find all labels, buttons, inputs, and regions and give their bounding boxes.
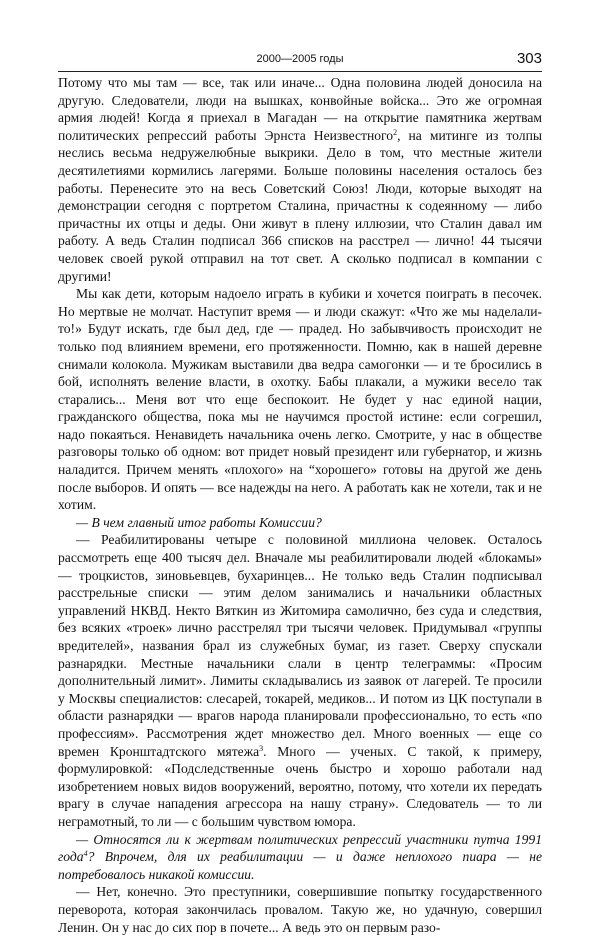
question-text-cont: ? Впрочем, для их реабилитации — и даже неплохого пиара — не потребовалось никакой комиссии. <box>58 849 542 882</box>
paragraph-text: — Нет, конечно. Это преступники, совершившие попытку государственного переворота, которая закончилась провалом. Такую же, но удачную, совершил Ленин. Он у нас до сих пор в почете... А ведь это он первым разо- <box>58 884 542 935</box>
header-rule <box>58 71 542 72</box>
page-number: 303 <box>516 50 542 67</box>
footnote-ref[interactable]: 3 <box>259 743 264 753</box>
paragraph-3 <box>58 531 542 830</box>
footnote-ref[interactable]: 4 <box>83 849 88 859</box>
paragraph-text: Мы как дети, которым надоело играть в кубики и хочется поиграть в песочек. Но мертвые не молчат. Наступит время — и люди скажут: «Что же мы наделали-то!» Будут искать, где был дед, где — прадед. Но забывчивость происходит не только под влиянием времени, его протяженности. Помню, как в нашей деревне снимали колокола. Мужикам выставили два ведра самогонки — и те бросились в бой, исполнять веление власти, в охотку. Бабы плакали, а мужики весело так старались... Меня вот что еще беспокоит. Не будет у нас единой нации, гражданского общества, пока мы не научимся простой истине: если согрешил, надо покаяться. Ненавидеть начальника очень легко. Смотрите, у нас в обществе разговоры только об одном: вот придет новый президент или губернатор, и жизнь наладится. Причем менять «плохого» на “хорошего» готовы на другой же день после выборов. И опять — все надежды на него. А работать как не хотели, так и не хотим. <box>58 286 542 513</box>
paragraph-text: — Реабилитированы четыре с половиной миллиона человек. Осталось рассмотреть еще 400 тысяч дел. Вначале мы реабилитировали людей «блокамы» — троцкистов, зиновьевцев, бухаринцев... Не только ведь Сталин подписывал расстрельные списки — этим делом занимались и начальники областных управлений НКВД. Некто Вяткин из Житомира самолично, без суда и следствия, без всяких «троек» лично расстрелял три тысячи человек. Придумывал «группы вредителей», названия брал из служебных бумаг, из газет. Сверху спускали разнарядки. Местные начальники слали в центр телеграммы: «Просим дополнительный лимит». Лимиты складывались из заявок от лагерей. Те просили у Москвы специалистов: слесарей, токарей, медиков... И потом из ЦК поступали в области разнарядки — врагов народа планировали профессионально, то есть «по профессиям». Рассмотрения ждет множество дел. Много военных — еще со времен Кронштадтского мятежа <box>58 532 542 759</box>
question-text: — В чем главный итог работы Комиссии? <box>76 514 322 530</box>
paragraph-text: Потому что мы там — все, так или иначе... Одна половина людей доносила на другую. Следователи, люди на вышках, конвойные войска... Это же огромная армия людей! Когда я приехал в Магадан — на открытие памятника жертвам политических репрессий работы Эрнста Неизвестного <box>58 75 542 143</box>
footnote-ref[interactable]: 2 <box>393 127 398 137</box>
paragraph-2 <box>58 285 542 514</box>
paragraph-4 <box>58 883 542 936</box>
paragraph-text-cont: . Много — ученых. С такой, к примеру, формулировкой: «Подследственные очень быстро и хорошо работали над изобретением новых видов вооружений, вероятно, потому, что хотели их передать врагу в случае нападения агрессора на нашу страну». Следователь — то ли неграмотный, то ли — с большим чувством юмора. <box>58 743 542 829</box>
paragraph-text-cont: , на митинге из толпы неслись весьма недружелюбные выкрики. Дело в том, что местные жители десятилетиями кормились лагерями. Больше половины населения осталось без работы. Перенесите это на весь Советский Союз! Люди, которые выходят на демонстрации сегодня с портретом Сталина, причастны к содеянному — либо причастны их отцы и деды. Они живут в плену иллюзии, что Сталин давал им работу. А ведь Сталин подписал 366 списков на расстрел — лично! 44 тысячи человек своей рукой отправил на тот свет. А сколько подписал в компании с другими! <box>58 127 542 284</box>
paragraph-1 <box>58 74 542 285</box>
running-title: 2000—2005 годы <box>256 53 344 65</box>
running-header <box>58 50 542 70</box>
body-text <box>58 74 542 936</box>
interview-question-1 <box>58 514 542 532</box>
interview-question-2 <box>58 831 542 884</box>
question-text: — Относятся ли к жертвам политических репрессий участники путча 1991 года <box>58 831 542 865</box>
